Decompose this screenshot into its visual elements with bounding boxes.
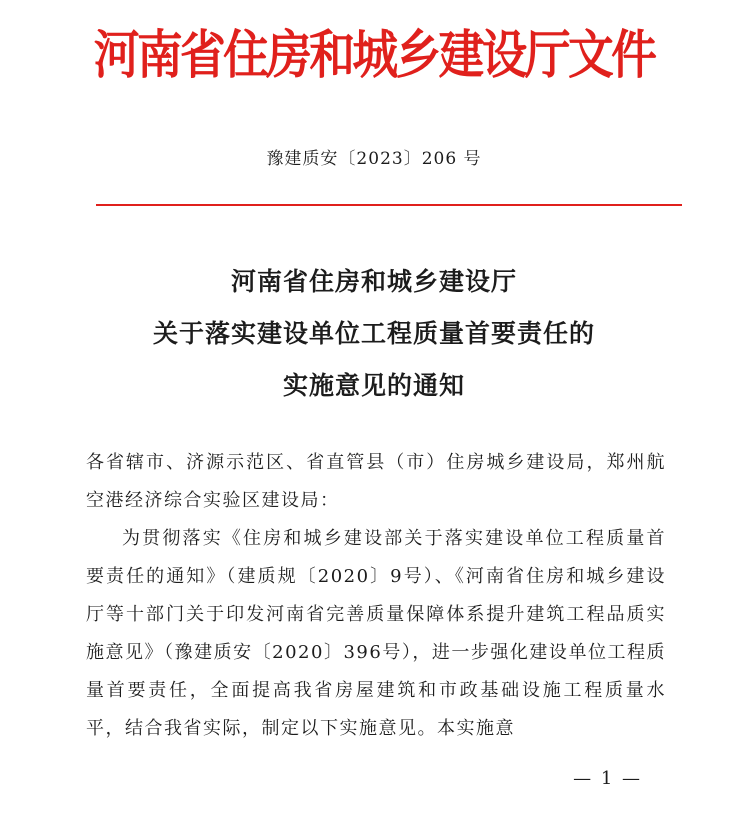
document-number: 豫建质安〔2023〕206 号 — [266, 149, 482, 169]
recipient-line: 各省辖市、济源示范区、省直管县（市）住房城乡建设局，郑州航空港经济综合实验区建设局： — [86, 452, 666, 511]
page-number: — 1 — — [573, 768, 642, 789]
document-body — [86, 444, 666, 748]
red-divider-line — [96, 204, 682, 206]
title-line-2: 关于落实建设单位工程质量首要责任的 — [152, 319, 595, 348]
title-line-3: 实施意见的通知 — [282, 371, 465, 400]
document-title — [0, 262, 748, 418]
red-header-title: 河南省住房和城乡建设厅文件 — [93, 26, 655, 86]
title-line-1: 河南省住房和城乡建设厅 — [230, 267, 517, 296]
body-paragraph: 为贯彻落实《住房和城乡建设部关于落实建设单位工程质量首要责任的通知》（建质规〔2020〕9号）、《河南省住房和城乡建设厅等十部门关于印发河南省完善质量保障体系提升建筑工程品质实施意见》（豫建质安〔2020〕396号），进一步强化建设单位工程质量首要责任，全面提高我省房屋建筑和市政基础设施工程质量水平，结合我省实际，制定以下实施意见。本实施意 — [86, 528, 666, 739]
